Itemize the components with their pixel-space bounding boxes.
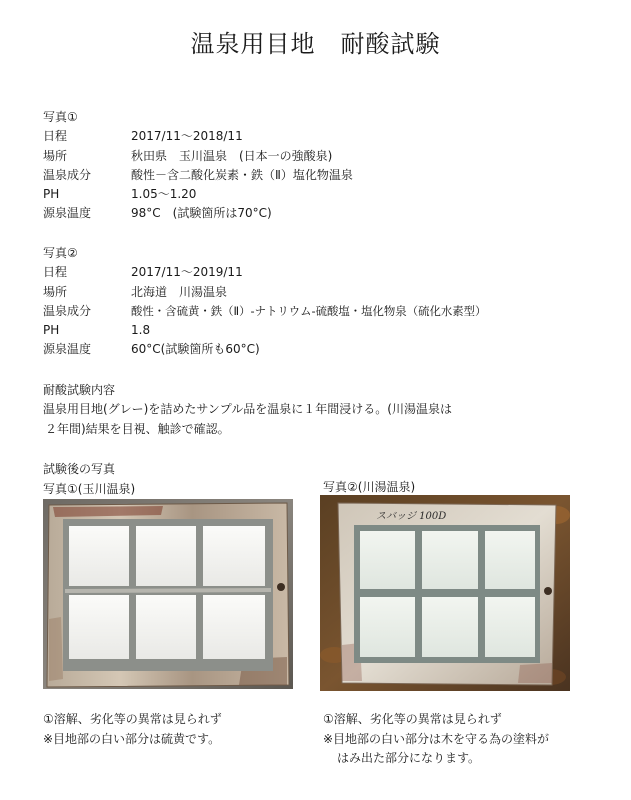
- photo2-image: [320, 495, 570, 691]
- spec-value: 北海道 川湯温泉: [131, 284, 228, 299]
- spec-value: 2017/11～2019/11: [131, 265, 243, 280]
- spec-row: [43, 127, 353, 146]
- spec-value: 酸性・含硫黄・鉄（Ⅱ）-ナトリウム-硫酸塩・塩化物泉（硫化水素型）: [131, 303, 487, 318]
- spec-value: 98°C (試験箇所は70°C): [131, 206, 272, 221]
- photo2-caption: 写真②(川湯温泉): [323, 480, 416, 494]
- spec-value: 秋田県 玉川温泉 (日本一の強酸泉): [131, 148, 333, 163]
- photo2-heading: 写真②: [43, 246, 78, 260]
- spec-label: 場所: [43, 284, 68, 299]
- after-heading: 試験後の写真: [43, 462, 116, 476]
- spec-label: 温泉成分: [43, 303, 92, 318]
- note-line: ①溶解、劣化等の異常は見られず: [43, 712, 222, 726]
- acid-test-line: ２年間)結果を目視、触診で確認。: [45, 421, 230, 436]
- spec-label: PH: [43, 323, 60, 338]
- board-label: スバッジ 100D: [376, 511, 447, 522]
- spec-label: 温泉成分: [43, 167, 92, 182]
- spec-label: 源泉温度: [43, 342, 92, 357]
- spec-label: 場所: [43, 148, 68, 163]
- photo1-image: [43, 499, 293, 689]
- spec-label: 源泉温度: [43, 206, 92, 221]
- spec-row: [43, 166, 353, 185]
- spec-row: [43, 283, 486, 302]
- spec-value: 60°C(試験箇所も60°C): [131, 342, 260, 357]
- spec-row: [43, 185, 353, 204]
- spec-row: [43, 302, 486, 321]
- spec-label: 日程: [43, 129, 68, 144]
- spec-row: [43, 321, 486, 340]
- spec-row: [43, 263, 486, 282]
- photo1-caption: 写真①(玉川温泉): [43, 482, 136, 496]
- spec-value: 1.05～1.20: [131, 187, 197, 202]
- note-line: はみ出た部分になります。: [337, 751, 481, 765]
- spec-label: 日程: [43, 265, 68, 280]
- acid-test-section: [43, 381, 603, 439]
- spec-row: [43, 340, 486, 359]
- spec-label: PH: [43, 187, 60, 202]
- photo2-notes: [323, 710, 549, 769]
- page-title: 温泉用目地 耐酸試験: [190, 30, 441, 58]
- acid-test-line: 温泉用目地(グレー)を詰めたサンプル品を温泉に１年間浸ける。(川湯温泉は: [43, 402, 452, 417]
- spec-row: [43, 147, 353, 166]
- photo1-heading: 写真①: [43, 110, 78, 124]
- acid-test-heading: 耐酸試験内容: [43, 383, 116, 397]
- spec-row: [43, 204, 353, 223]
- photo1-notes: [43, 710, 222, 749]
- spec-value: 2017/11～2018/11: [131, 129, 243, 144]
- note-line: ※目地部の白い部分は硫黄です。: [43, 731, 221, 746]
- photo1-spec: [43, 108, 353, 224]
- note-line: ※目地部の白い部分は木を守る為の塗料が: [323, 731, 550, 746]
- note-line: ①溶解、劣化等の異常は見られず: [323, 712, 502, 726]
- photo2-spec: [43, 244, 486, 360]
- spec-value: 1.8: [131, 323, 151, 338]
- spec-value: 酸性－含二酸化炭素・鉄（Ⅱ）塩化物温泉: [131, 167, 353, 182]
